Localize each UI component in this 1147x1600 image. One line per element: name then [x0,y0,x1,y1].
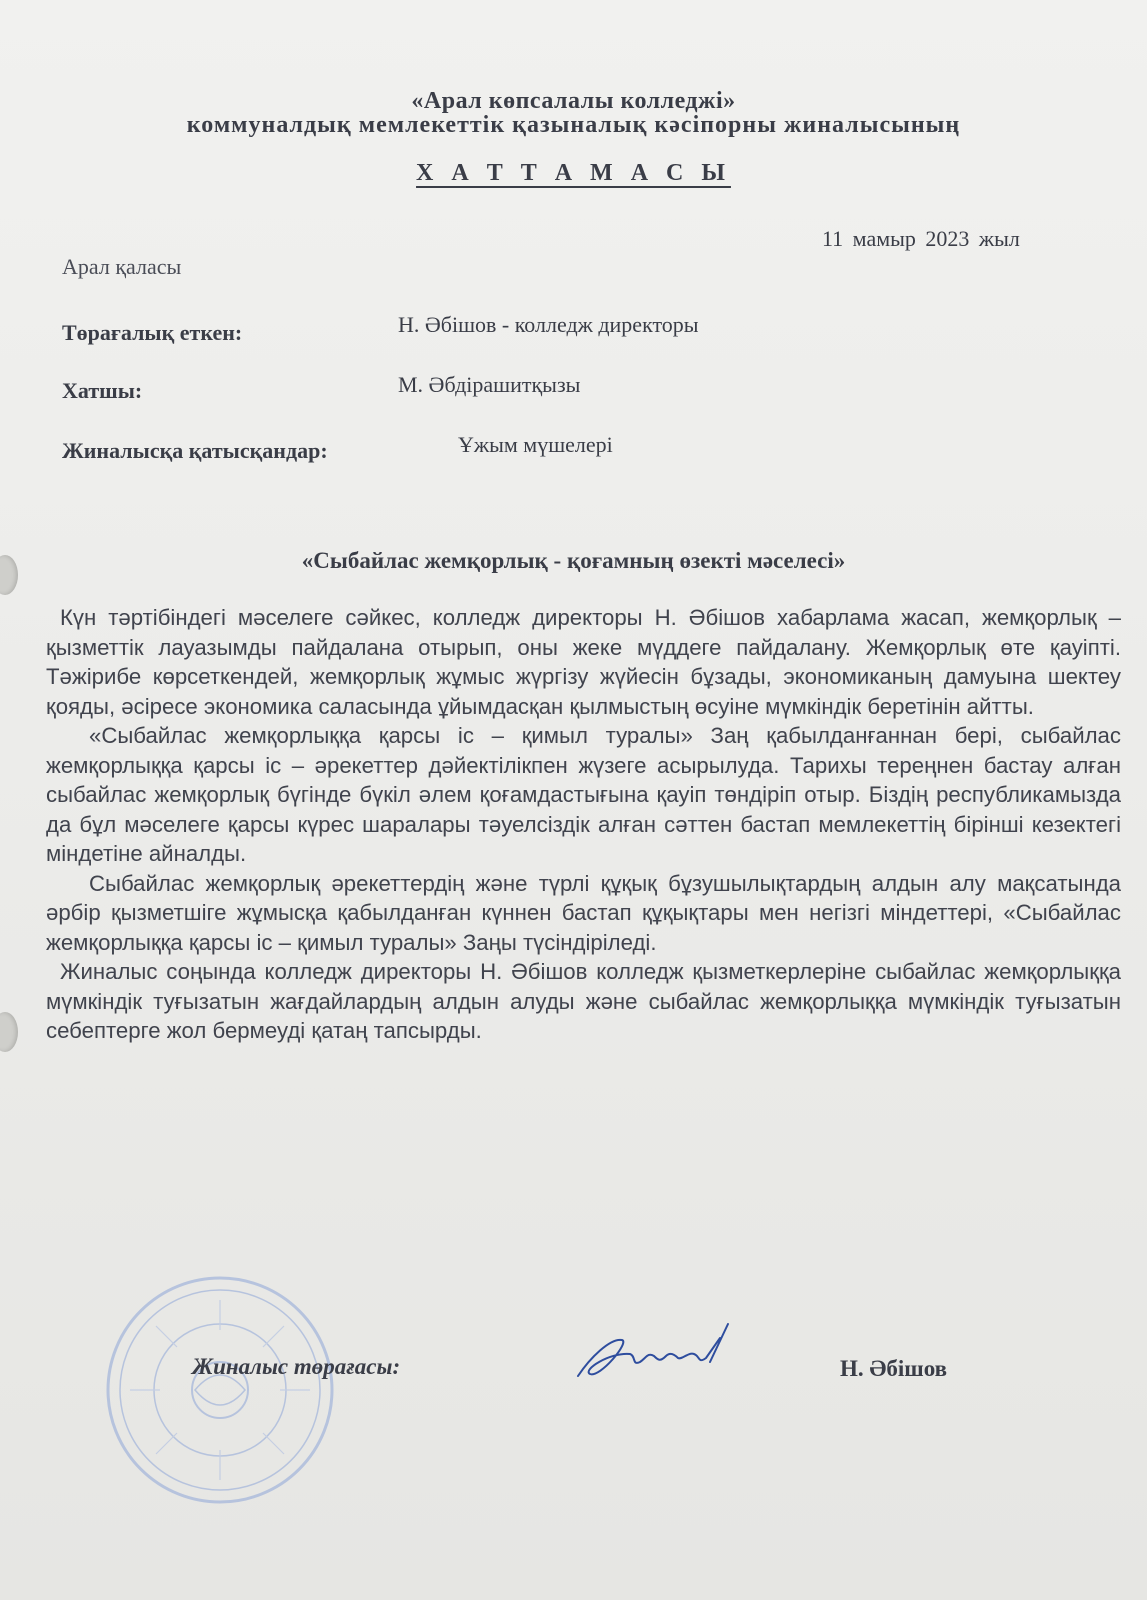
chair-value: Н. Әбішов - колледж директоры [398,312,699,337]
paragraph: Сыбайлас жемқорлық әрекеттердің және түрлі құқық бұзушылықтардың алдын алу мақсатында әрбір қызметшіге жұмысқа қабылданған күннен бастап құқықтары мен негізгі міндеттері, «Сыбайлас жемқорлыққа қарсы іс – қимыл туралы» Заңы түсіндіріледі. [46,870,1121,955]
date-label: 11 мамыр 2023 жыл [822,226,1020,251]
attendees-label: Жиналысқа қатысқандар: [62,438,328,463]
meeting-subject: «Сыбайлас жемқорлық - қоғамның өзекті мәселесі» [301,548,846,573]
punch-hole [0,1012,18,1052]
signatory-name: Н. Әбішов [840,1356,948,1381]
paragraph: Күн тәртібіндегі мәселеге сәйкес, колледж директоры Н. Әбішов хабарлама жасап, жемқорлық – қызметтік лауазымды пайдалана отырып, оны жеке мүддеге пайдалану. Жемқорлық өте қауіпті. Тәжірибе көрсеткендей, жемқорлық жұмыс жүргізу жүйесін бұзады, экономиканың дамуына шектеу қояды, әсіресе экономика саласында ұйымдасқан қылмыстың өсуіне мүмкіндік беретінін айтты. [46,605,1121,719]
paragraph: Жиналыс соңында колледж директоры Н. Әбішов колледж қызметкерлеріне сыбайлас жемқорлыққа мүмкіндік туғызатын жағдайлардың алдын алуды және сыбайлас жемқорлыққа мүмкіндік туғызатын себептерге жол бермеуді қатаң тапсырды. [46,959,1121,1043]
paragraph: «Сыбайлас жемқорлыққа қарсы іс – қимыл туралы» Заң қабылданғаннан бері, сыбайлас жемқорлыққа қарсы іс – әрекеттер дәйектілікпен жүзеге асырылуда. Тарихы тереңнен бастау алған сыбайлас жемқорлық бүгінде бүкіл әлем қоғамдастығына қауіп төндіріп отыр. Біздің республикамызда да бұл мәселеге қарсы күрес шаралары тәуелсіздік алған сәттен бастап мемлекеттің бірінші кезектегі міндетіне айналды. [46,723,1121,866]
secretary-value: М. Әбдірашитқызы [398,372,581,397]
signature-label: Жиналыс төрағасы: [192,1354,401,1379]
secretary-label: Хатшы: [62,378,143,403]
attendees-value: Ұжым мүшелері [458,432,613,457]
city-label: Арал қаласы [62,254,182,279]
minutes-body [46,603,1121,1046]
org-line: «Арал көпсалалы колледжі» [411,88,736,114]
signature-icon [570,1318,740,1388]
seal-stamp-icon [100,1270,340,1510]
chair-label: Төрағалық еткен: [62,320,243,345]
org-type-line: коммуналдық мемлекеттік қазыналық кәсіпорны жиналысының [186,112,961,138]
doc-title: Х А Т Т А М А С Ы [416,160,731,186]
